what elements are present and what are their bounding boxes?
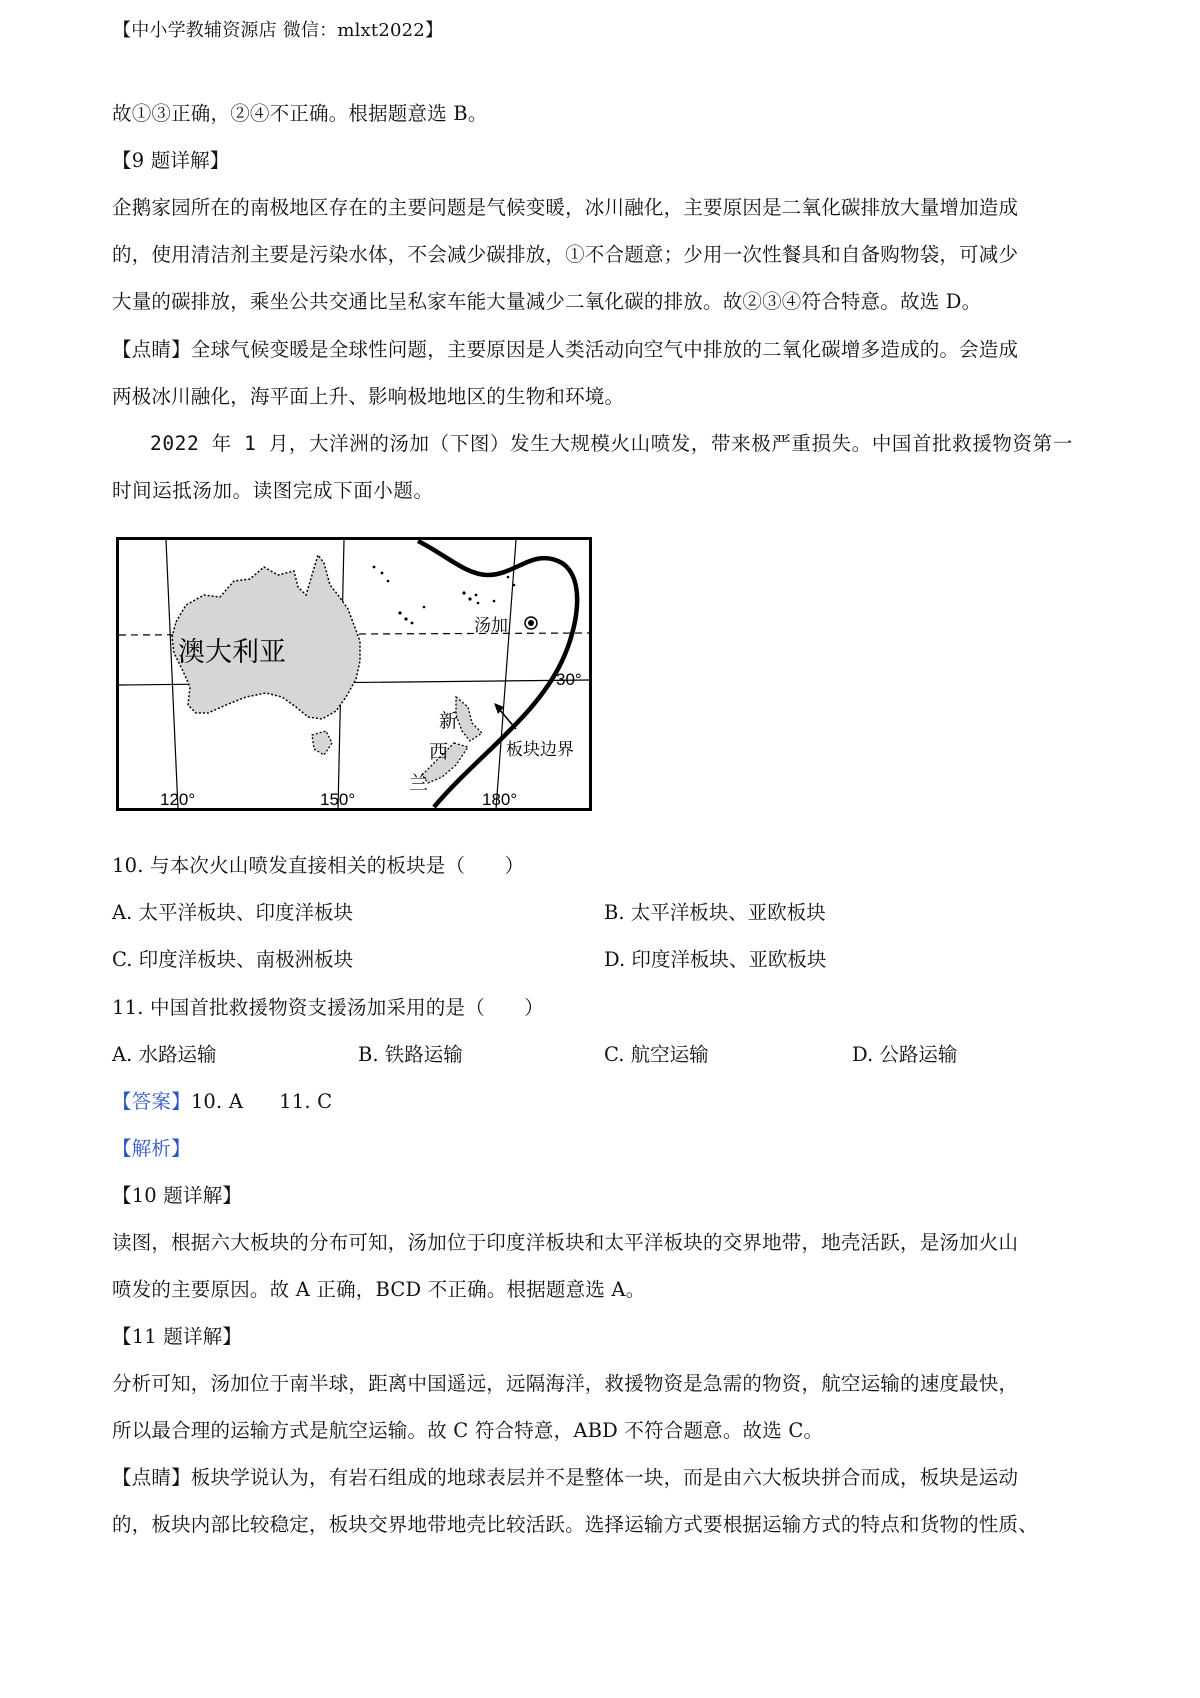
label-lat-30: 30° bbox=[556, 670, 582, 689]
page-header: 【中小学教辅资源店 微信：mlxt2022】 bbox=[113, 20, 444, 41]
answer-11: 11. C bbox=[279, 1090, 333, 1113]
analysis-label: 【解析】 bbox=[112, 1137, 191, 1160]
q11-detail-title: 【11 题详解】 bbox=[112, 1325, 243, 1348]
text-line: 喷发的主要原因。故 A 正确，BCD 不正确。根据题意选 A。 bbox=[112, 1278, 646, 1301]
label-lon-180: 180° bbox=[482, 790, 518, 809]
q10-option-b: B. 太平洋板块、亚欧板块 bbox=[604, 901, 826, 924]
q10-option-c: C. 印度洋板块、南极洲板块 bbox=[112, 948, 354, 971]
q11-option-c: C. 航空运输 bbox=[604, 1043, 709, 1066]
answer-label: 【答案】 bbox=[112, 1090, 191, 1113]
label-nz-3: 兰 bbox=[409, 773, 429, 794]
text-line: 的，板块内部比较稳定，板块交界地带地壳比较活跃。选择运输方式要根据运输方式的特点和货物的性质、 bbox=[112, 1513, 1038, 1536]
q10-detail-title: 【10 题详解】 bbox=[112, 1184, 243, 1207]
text-line: 所以最合理的运输方式是航空运输。故 C 符合特意，ABD 不符合题意。故选 C。 bbox=[112, 1419, 824, 1442]
text-line: 分析可知，汤加位于南半球，距离中国遥远，远隔海洋，救援物资是急需的物资，航空运输的速度最快， bbox=[112, 1372, 1019, 1395]
text-line: 大量的碳排放，乘坐公共交通比呈私家车能大量减少二氧化碳的排放。故②③④符合特意。故选 D。 bbox=[112, 290, 982, 313]
text-line: 【点睛】全球气候变暖是全球性问题，主要原因是人类活动向空气中排放的二氧化碳增多造成的。会造成 bbox=[112, 338, 1019, 361]
label-nz-2: 西 bbox=[429, 742, 449, 763]
intro-text: 时间运抵汤加。读图完成下面小题。 bbox=[112, 479, 434, 502]
label-lon-120: 120° bbox=[160, 790, 196, 809]
text-line: 的，使用清洁剂主要是污染水体，不会减少碳排放，①不合题意；少用一次性餐具和自备购物袋，可减少 bbox=[112, 243, 1019, 266]
q10-stem: 10. 与本次火山喷发直接相关的板块是（ ） bbox=[112, 854, 525, 877]
label-australia: 澳大利亚 bbox=[178, 637, 286, 667]
q11-option-b: B. 铁路运输 bbox=[358, 1043, 463, 1066]
text-line: 【点睛】板块学说认为，有岩石组成的地球表层并不是整体一块，而是由六大板块拼合而成，板块是运动 bbox=[112, 1466, 1019, 1489]
q11-option-d: D. 公路运输 bbox=[852, 1043, 958, 1066]
q11-stem: 11. 中国首批救援物资支援汤加采用的是（ ） bbox=[112, 996, 545, 1019]
intro-text: 2022 年 1 月，大洋洲的汤加（下图）发生大规模火山喷发，带来极严重损失。中国首批救援物资第一 bbox=[150, 432, 1073, 455]
answer-10: 10. A bbox=[190, 1090, 244, 1113]
q11-option-a: A. 水路运输 bbox=[112, 1043, 217, 1066]
q10-option-d: D. 印度洋板块、亚欧板块 bbox=[604, 948, 827, 971]
text-line: 两极冰川融化，海平面上升、影响极地地区的生物和环境。 bbox=[112, 385, 625, 408]
answer-row bbox=[112, 1086, 332, 1114]
text-line: 读图，根据六大板块的分布可知，汤加位于印度洋板块和太平洋板块的交界地带，地壳活跃，是汤加火山 bbox=[112, 1231, 1019, 1254]
oceania-map bbox=[116, 537, 592, 811]
label-lon-150: 150° bbox=[320, 790, 356, 809]
text-line: 故①③正确，②④不正确。根据题意选 B。 bbox=[112, 102, 488, 125]
label-tonga: 汤加 bbox=[474, 616, 508, 635]
q9-detail-title: 【9 题详解】 bbox=[112, 149, 230, 172]
label-nz-1: 新 bbox=[439, 711, 459, 732]
q10-option-a: A. 太平洋板块、印度洋板块 bbox=[112, 901, 353, 924]
label-plate-boundary: 板块边界 bbox=[506, 740, 574, 759]
tonga-marker-dot bbox=[528, 620, 534, 626]
text-line: 企鹅家园所在的南极地区存在的主要问题是气候变暖，冰川融化，主要原因是二氧化碳排放大量增加造成 bbox=[112, 196, 1019, 219]
